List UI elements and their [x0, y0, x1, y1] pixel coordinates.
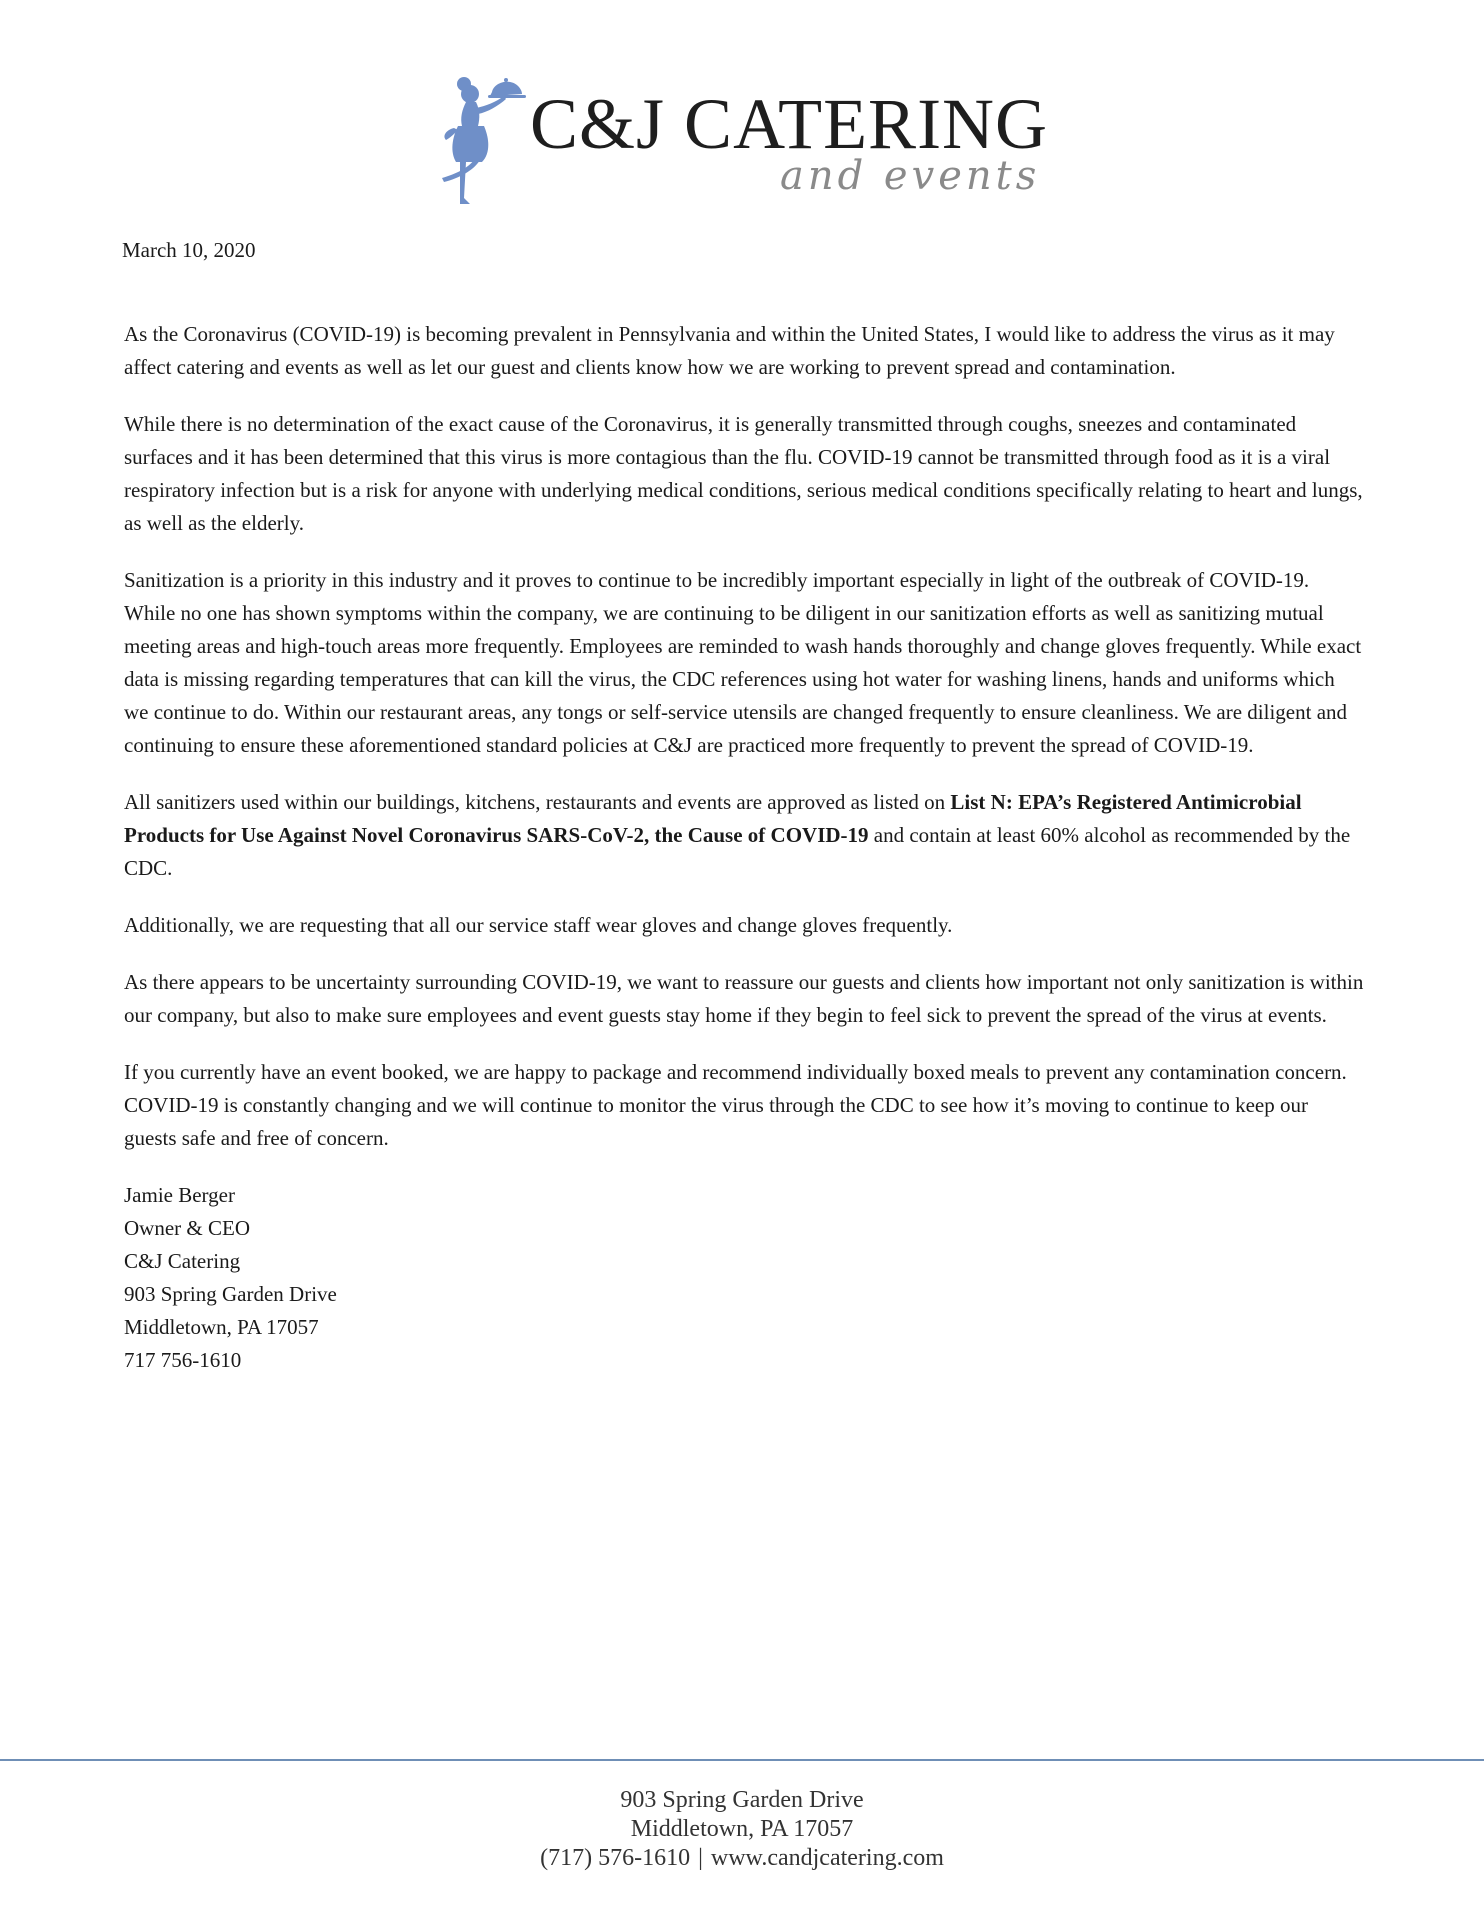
- logo-title: C&J CATERING: [530, 84, 1049, 164]
- sanitizers-text-before: All sanitizers used within our buildings, kitchens, restaurants and events are approved as listed on: [124, 790, 951, 814]
- epa-list-reference: List N: EPA’s Registered Antimicrobial Products for Use Against Novel Coronavirus SARS-CoV-2, the Cause of COVID-19: [124, 790, 1302, 847]
- signature-city: Middletown, PA 17057: [124, 1315, 319, 1339]
- footer-contact: [0, 1844, 1484, 1873]
- footer-separator: |: [698, 1845, 703, 1871]
- letter-date: March 10, 2020: [122, 238, 256, 262]
- signature-block: [124, 1179, 1364, 1377]
- footer-street: 903 Spring Garden Drive: [620, 1787, 864, 1813]
- letter-body: [124, 318, 1364, 1377]
- signature-role: Owner & CEO: [124, 1216, 250, 1240]
- paragraph-intro: As the Coronavirus (COVID-19) is becoming prevalent in Pennsylvania and within the United States, I would like to address the virus as it may affect catering and events as well as let our guest and clients know how we are working to prevent spread and contamination.: [124, 322, 1335, 379]
- footer: [0, 1786, 1484, 1873]
- sanitizers-text-after: and contain at least 60% alcohol as recommended by the CDC.: [124, 823, 1351, 880]
- paragraph-gloves: Additionally, we are requesting that all our service staff wear gloves and change gloves frequently.: [124, 913, 953, 937]
- footer-divider: [0, 1759, 1484, 1761]
- footer-phone: (717) 576-1610: [540, 1845, 691, 1871]
- company-logo: [430, 70, 1070, 220]
- signature-company: C&J Catering: [124, 1249, 241, 1273]
- paragraph-sanitization: Sanitization is a priority in this industry and it proves to continue to be incredibly important especially in light of the outbreak of COVID-19. While no one has shown symptoms within the company, we are continuing to be diligent in our sanitization efforts as well as sanitizing mutual meeting areas and high-touch areas more frequently. Employees are reminded to wash hands thoroughly and change gloves frequently. While exact data is missing regarding temperatures that can kill the virus, the CDC references using hot water for washing linens, hands and uniforms which we continue to do. Within our restaurant areas, any tongs or self-service utensils are changed frequently to ensure cleanliness. We are diligent and continuing to ensure these aforementioned standard policies at C&J are practiced more frequently to prevent the spread of COVID-19.: [124, 568, 1362, 757]
- signature-street: 903 Spring Garden Drive: [124, 1282, 337, 1306]
- paragraph-sanitizers: [124, 786, 1364, 885]
- waitress-silhouette-icon: [430, 70, 540, 210]
- signature-phone: 717 756-1610: [124, 1348, 242, 1372]
- footer-website[interactable]: www.candjcatering.com: [710, 1845, 944, 1871]
- paragraph-events: If you currently have an event booked, we are happy to package and recommend individually boxed meals to prevent any contamination concern. COVID-19 is constantly changing and we will continue to monitor the virus through the CDC to see how it’s moving to continue to keep our guests safe and free of concern.: [124, 1060, 1347, 1150]
- signature-name: Jamie Berger: [124, 1183, 235, 1207]
- paragraph-uncertainty: As there appears to be uncertainty surrounding COVID-19, we want to reassure our guests and clients how important not only sanitization is within our company, but also to make sure employees and event guests stay home if they begin to feel sick to prevent the spread of the virus at events.: [124, 970, 1364, 1027]
- logo-subtitle: and events: [780, 153, 1041, 199]
- paragraph-transmission: While there is no determination of the exact cause of the Coronavirus, it is generally transmitted through coughs, sneezes and contaminated surfaces and it has been determined that this virus is more contagious than the flu. COVID-19 cannot be transmitted through food as it is a viral respiratory infection but is a risk for anyone with underlying medical conditions, serious medical conditions specifically relating to heart and lungs, as well as the elderly.: [124, 412, 1363, 535]
- footer-city: Middletown, PA 17057: [630, 1816, 854, 1842]
